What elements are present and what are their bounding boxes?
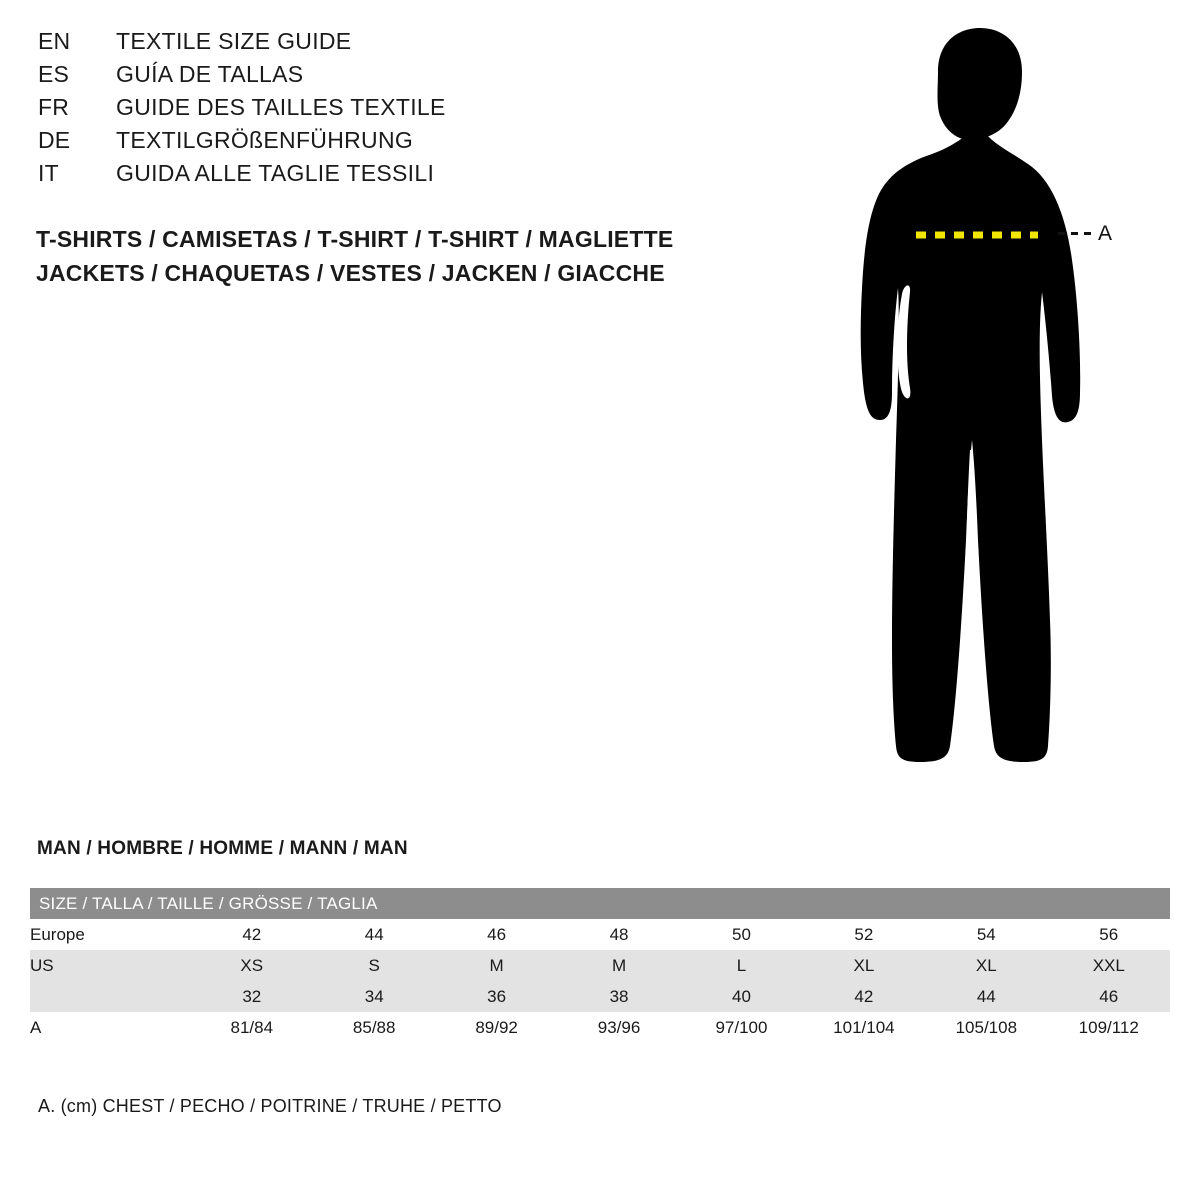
table-header-label: SIZE / TALLA / TAILLE / GRÖSSE / TAGLIA bbox=[30, 888, 1170, 919]
language-row bbox=[38, 28, 738, 61]
language-code: DE bbox=[38, 127, 71, 153]
language-title: TEXTILE SIZE GUIDE bbox=[116, 28, 352, 54]
cell-value: XL bbox=[925, 950, 1047, 981]
cell-value: 42 bbox=[803, 981, 925, 1012]
language-row bbox=[38, 94, 738, 127]
table-row bbox=[30, 981, 1170, 1012]
cell-value: XXL bbox=[1048, 950, 1170, 981]
cell-value: 56 bbox=[1048, 919, 1170, 950]
cell-value: 44 bbox=[313, 919, 435, 950]
cell-value: 48 bbox=[558, 919, 680, 950]
cell-value: 97/100 bbox=[680, 1012, 802, 1043]
cell-value: 40 bbox=[680, 981, 802, 1012]
row-label: A bbox=[30, 1012, 191, 1043]
row-label bbox=[30, 981, 191, 1012]
cell-value: XL bbox=[803, 950, 925, 981]
size-chart-table bbox=[30, 888, 1170, 1043]
cell-value: 32 bbox=[191, 981, 313, 1012]
table-row bbox=[30, 1012, 1170, 1043]
cell-value: L bbox=[680, 950, 802, 981]
measure-label-a: A bbox=[1098, 222, 1113, 245]
silhouette-svg bbox=[820, 20, 1180, 790]
language-title: GUÍA DE TALLAS bbox=[116, 61, 304, 87]
row-label: US bbox=[30, 950, 191, 981]
table-group-title: MAN / HOMBRE / HOMME / MANN / MAN bbox=[37, 838, 408, 859]
cell-value: 101/104 bbox=[803, 1012, 925, 1043]
language-row bbox=[38, 127, 738, 160]
row-label: Europe bbox=[30, 919, 191, 950]
cell-value: 89/92 bbox=[435, 1012, 557, 1043]
language-title-block bbox=[38, 28, 738, 193]
cell-value: XS bbox=[191, 950, 313, 981]
table-footnote: A. (cm) CHEST / PECHO / POITRINE / TRUHE / PETTO bbox=[38, 1096, 502, 1116]
table-row bbox=[30, 919, 1170, 950]
cell-value: 36 bbox=[435, 981, 557, 1012]
garment-category-tshirts: T-SHIRTS / CAMISETAS / T-SHIRT / T-SHIRT / MAGLIETTE bbox=[36, 226, 674, 252]
language-code: IT bbox=[38, 160, 59, 186]
language-row bbox=[38, 61, 738, 94]
body-silhouette-illustration bbox=[820, 20, 1180, 790]
language-code: EN bbox=[38, 28, 71, 54]
cell-value: 81/84 bbox=[191, 1012, 313, 1043]
cell-value: 93/96 bbox=[558, 1012, 680, 1043]
cell-value: M bbox=[435, 950, 557, 981]
cell-value: 50 bbox=[680, 919, 802, 950]
cell-value: 52 bbox=[803, 919, 925, 950]
cell-value: 34 bbox=[313, 981, 435, 1012]
cell-value: 109/112 bbox=[1048, 1012, 1170, 1043]
cell-value: 38 bbox=[558, 981, 680, 1012]
cell-value: 105/108 bbox=[925, 1012, 1047, 1043]
table-row bbox=[30, 950, 1170, 981]
language-title: GUIDE DES TAILLES TEXTILE bbox=[116, 94, 446, 120]
cell-value: 44 bbox=[925, 981, 1047, 1012]
language-title: TEXTILGRÖßENFÜHRUNG bbox=[116, 127, 414, 153]
cell-value: 42 bbox=[191, 919, 313, 950]
cell-value: S bbox=[313, 950, 435, 981]
cell-value: 85/88 bbox=[313, 1012, 435, 1043]
table-header-row bbox=[30, 888, 1170, 919]
language-row bbox=[38, 160, 738, 193]
language-title: GUIDA ALLE TAGLIE TESSILI bbox=[116, 160, 435, 186]
language-code: FR bbox=[38, 94, 70, 120]
language-code: ES bbox=[38, 61, 70, 87]
cell-value: 46 bbox=[435, 919, 557, 950]
cell-value: M bbox=[558, 950, 680, 981]
garment-category-jackets: JACKETS / CHAQUETAS / VESTES / JACKEN / GIACCHE bbox=[36, 260, 665, 286]
cell-value: 54 bbox=[925, 919, 1047, 950]
measure-leader-line bbox=[1058, 232, 1092, 235]
cell-value: 46 bbox=[1048, 981, 1170, 1012]
garment-category-list bbox=[36, 222, 796, 290]
